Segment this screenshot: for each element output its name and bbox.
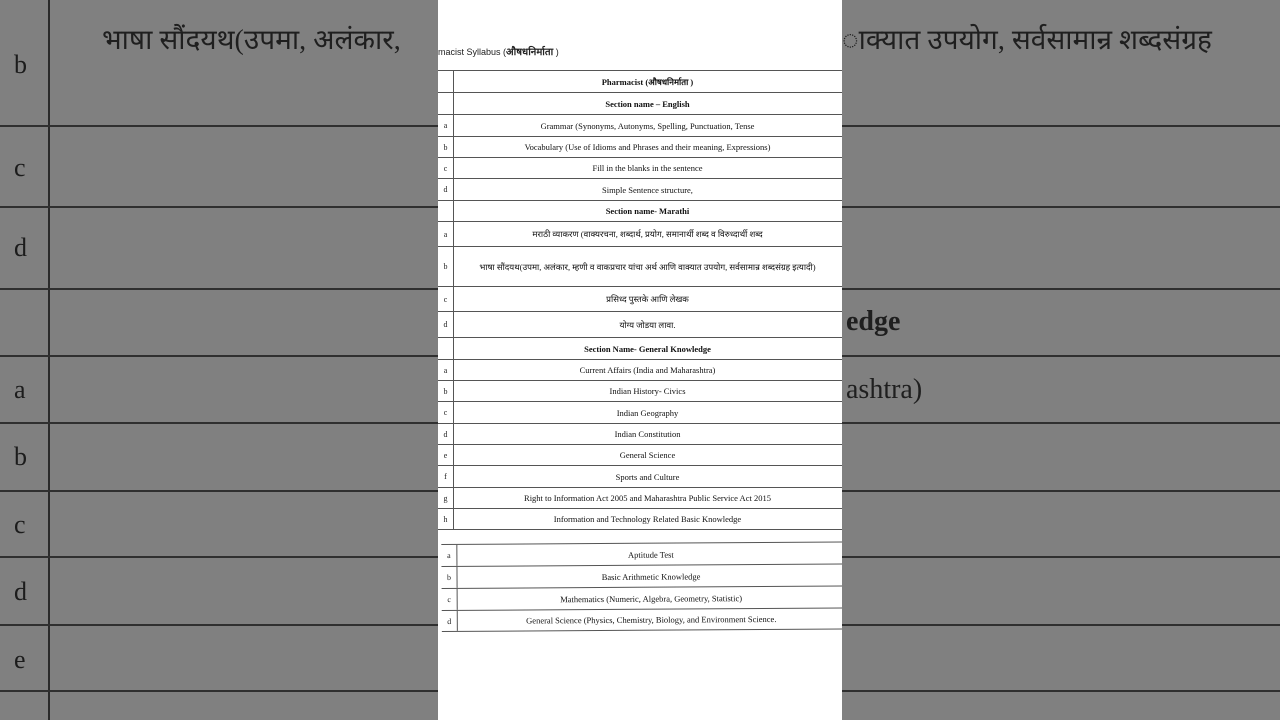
row-text: Simple Sentence structure,	[602, 184, 693, 195]
table-row	[442, 586, 842, 610]
row-text: Current Affairs (India and Maharashtra)	[579, 365, 716, 375]
row-text: Sports and Culture	[615, 471, 680, 482]
row-index: a	[438, 222, 454, 246]
row-text: Information and Technology Related Basic Knowledge	[553, 514, 742, 524]
row-index: d	[438, 312, 454, 337]
row-index: c	[438, 402, 454, 423]
row-text: Mathematics (Numeric, Algebra, Geometry, Statistic)	[560, 592, 743, 604]
bg-letter: d	[14, 233, 27, 262]
table-row	[441, 542, 842, 566]
row-text: Fill in the blanks in the sentence	[592, 163, 703, 173]
bg-letter: a	[14, 375, 26, 404]
row-index: b	[438, 381, 454, 401]
section-title: Section name – English	[605, 98, 690, 109]
bg-letter: d	[14, 577, 27, 606]
row-text: Indian Constitution	[614, 429, 681, 439]
row-index: d	[438, 424, 454, 444]
bg-letter: c	[14, 510, 26, 539]
row-text: General Science (Physics, Chemistry, Biology, and Environment Science.	[526, 613, 777, 626]
header-prefix: macist Syllabus (	[438, 47, 507, 57]
document-page	[438, 0, 842, 720]
row-index: c	[442, 589, 458, 610]
header-bold: औषधनिर्माता	[506, 47, 554, 58]
header-suffix: )	[553, 47, 559, 57]
bg-letter: b	[14, 50, 27, 79]
row-text: Aptitude Test	[627, 549, 674, 560]
row-index: d	[438, 179, 454, 200]
bg-letter: b	[14, 442, 27, 471]
bg-text-left: भाषा सौंदयथ(उपमा, अलंकार,	[102, 25, 401, 56]
bg-letter: c	[14, 153, 26, 182]
row-text: मराठी व्याकरण (वाक्यरचना, शब्दार्थ, प्रयोग, समानार्थी शब्द व विरुध्दार्थी शब्द	[532, 229, 763, 239]
section-title: Section Name- General Knowledge	[584, 343, 711, 354]
row-text: प्रसिध्द पुस्तके आणि लेखक	[606, 294, 689, 304]
row-index: b	[441, 567, 457, 588]
row-index: a	[438, 360, 454, 380]
row-index: a	[441, 545, 457, 566]
row-text: Indian Geography	[616, 407, 679, 418]
row-index: b	[438, 137, 454, 157]
row-text: Indian History- Civics	[609, 386, 686, 396]
bg-text-right: ाक्यात उपयोग, सर्वसामान्र शब्दसंग्रह	[842, 25, 1212, 56]
row-text: योग्य जोडया लावा.	[619, 319, 676, 330]
bg-text-shtra: ashtra)	[846, 374, 923, 405]
table-row	[442, 608, 842, 632]
row-index: c	[438, 287, 454, 311]
aptitude-table	[438, 0, 842, 720]
row-index: f	[438, 466, 454, 487]
row-index: g	[438, 488, 454, 508]
row-index: h	[438, 509, 454, 529]
row-text: Right to Information Act 2005 and Maharashtra Public Service Act 2015	[524, 493, 771, 503]
row-index: b	[438, 247, 454, 286]
section-title: Section name- Marathi	[605, 206, 690, 216]
row-text: Grammar (Synonyms, Autonyms, Spelling, Punctuation, Tense	[540, 120, 755, 131]
row-index: a	[438, 115, 454, 136]
bg-letter: e	[14, 645, 26, 674]
table-title: Pharmacist (औषधनिर्माता )	[601, 76, 694, 87]
bg-text-knowledge: edge	[846, 306, 901, 337]
bg-divider	[48, 0, 50, 720]
row-text: General Science	[619, 450, 676, 460]
row-index: c	[438, 158, 454, 178]
row-text: Vocabulary (Use of Idioms and Phrases and their meaning, Expressions)	[524, 142, 771, 152]
table-row	[441, 564, 842, 588]
row-index: d	[442, 611, 458, 631]
row-index: e	[438, 445, 454, 465]
row-text: भाषा सौंदयथ(उपमा, अलंकार, म्हणी व वाकप्रचार यांचा अर्थ आणि वाक्यात उपयोग, सर्वसामान्र शब्दसंग्रह इत्यादी)	[479, 261, 816, 272]
row-text: Basic Arithmetic Knowledge	[601, 570, 701, 582]
